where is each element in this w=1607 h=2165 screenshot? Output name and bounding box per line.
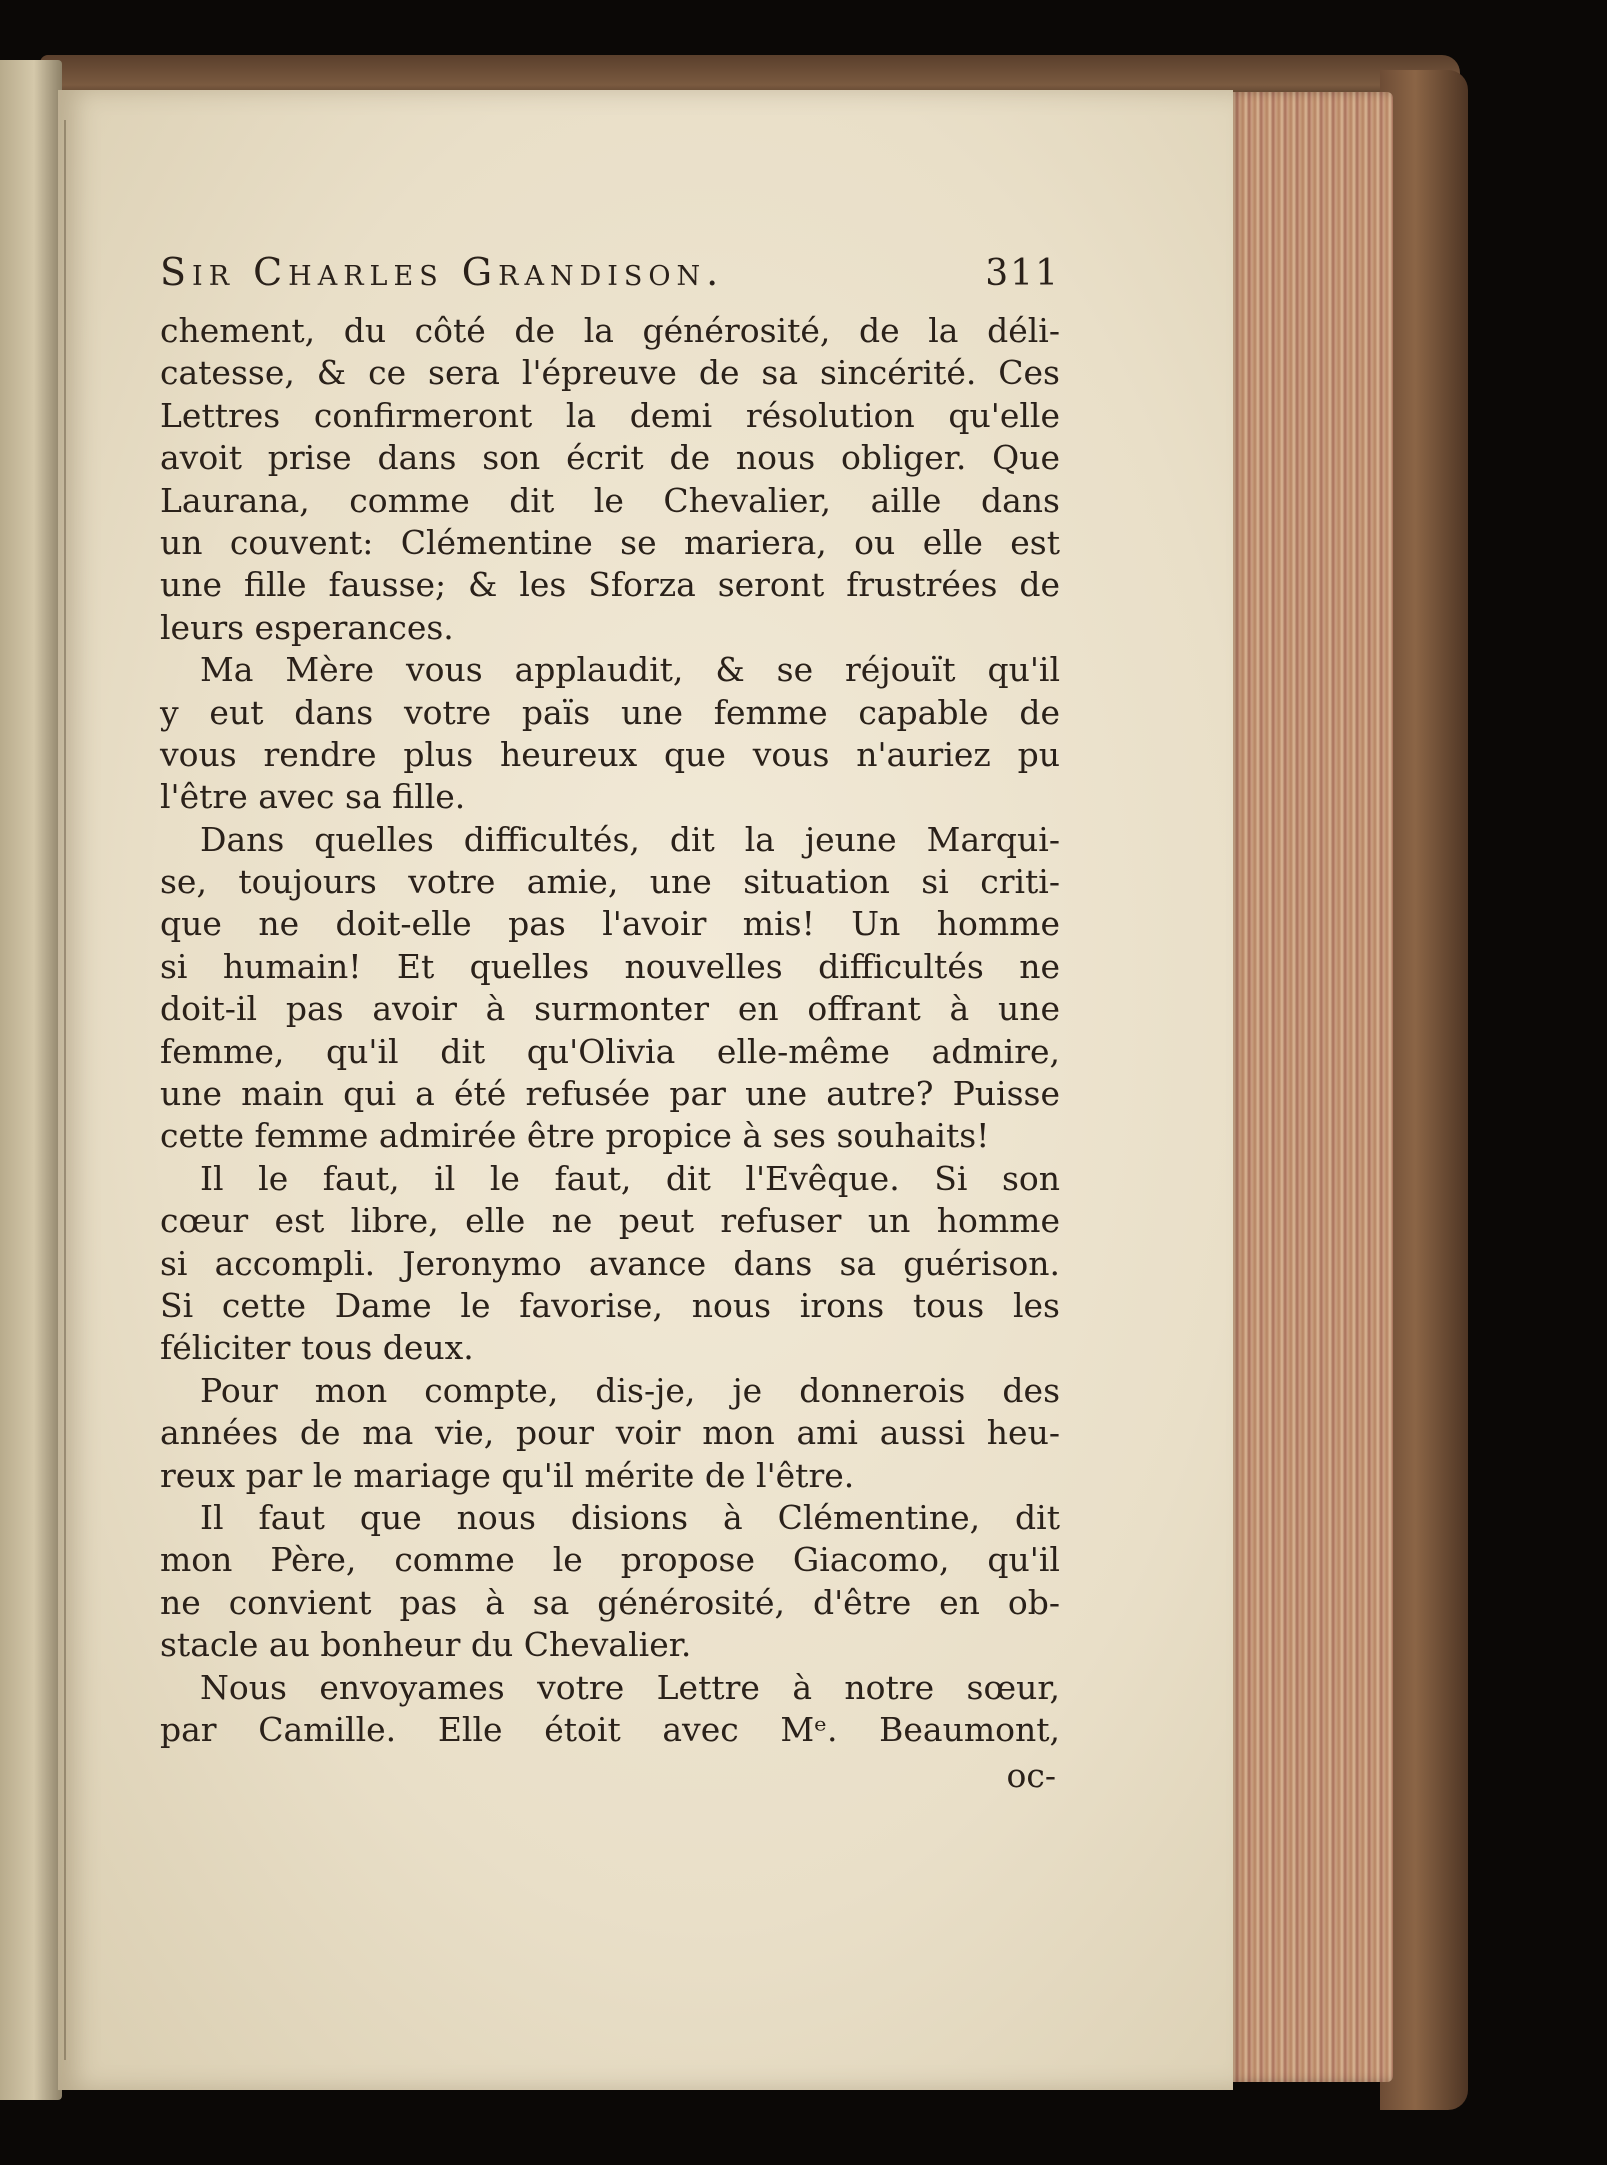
text-line: Il faut que nous disions à Clémentine, dit: [200, 1497, 1060, 1537]
text-line: Laurana, comme dit le Chevalier, aille dans: [160, 480, 1060, 520]
text-line: catesse, & ce sera l'épreuve de sa sincérité. Ces: [160, 353, 1060, 393]
text-line: avoit prise dans son écrit de nous obliger. Que: [160, 438, 1060, 478]
text-line: Dans quelles difficultés, dit la jeune Marqui-: [200, 819, 1060, 859]
text-line: Pour mon compte, dis-je, je donnerois des: [200, 1370, 1060, 1410]
text-line: reux par le mariage qu'il mérite de l'être.: [160, 1455, 855, 1495]
page-fore-edges: [1228, 92, 1393, 2082]
gutter-shadow: [64, 120, 66, 2060]
text-line: un couvent: Clémentine se mariera, ou elle est: [160, 522, 1060, 562]
text-line: années de ma vie, pour voir mon ami aussi heu-: [160, 1413, 1060, 1453]
text-line: féliciter tous deux.: [160, 1328, 474, 1368]
text-line: Si cette Dame le favorise, nous irons tous les: [160, 1285, 1060, 1325]
text-line: si accompli. Jeronymo avance dans sa guérison.: [160, 1243, 1060, 1283]
catchword: oc-: [1006, 1756, 1056, 1796]
running-head-title: Sir Charles Grandison.: [160, 250, 725, 294]
text-line: une main qui a été refusée par une autre? Puisse: [160, 1074, 1060, 1114]
text-line: chement, du côté de la générosité, de la déli-: [160, 311, 1060, 350]
book-page: [58, 90, 1233, 2090]
text-line: y eut dans votre païs une femme capable de: [160, 692, 1060, 732]
running-head: [160, 250, 1060, 302]
text-line: femme, qu'il dit qu'Olivia elle-même admire,: [160, 1031, 1060, 1071]
body-text: [160, 310, 1060, 1751]
text-line: Lettres confirmeront la demi résolution qu'elle: [160, 395, 1060, 435]
text-line: Il le faut, il le faut, dit l'Evêque. Si son: [200, 1158, 1060, 1198]
text-line: l'être avec sa fille.: [160, 777, 466, 817]
text-line: stacle au bonheur du Chevalier.: [160, 1625, 692, 1665]
text-line: par Camille. Elle étoit avec Mᵉ. Beaumont,: [160, 1709, 1060, 1749]
text-line: Nous envoyames votre Lettre à notre sœur,: [200, 1667, 1060, 1707]
text-line: si humain! Et quelles nouvelles difficultés ne: [160, 946, 1060, 986]
text-line: mon Père, comme le propose Giacomo, qu'il: [160, 1540, 1060, 1580]
book-cover-right: [1380, 70, 1468, 2110]
text-line: cette femme admirée être propice à ses souhaits!: [160, 1116, 990, 1156]
text-line: vous rendre plus heureux que vous n'auriez pu: [160, 734, 1060, 774]
page-text-block: [160, 250, 1060, 1797]
text-line: se, toujours votre amie, une situation si criti-: [160, 862, 1060, 902]
text-line: que ne doit-elle pas l'avoir mis! Un homme: [160, 904, 1060, 944]
text-line: une fille fausse; & les Sforza seront frustrées de: [160, 565, 1060, 605]
page-number: 311: [985, 253, 1060, 294]
text-line: cœur est libre, elle ne peut refuser un homme: [160, 1201, 1060, 1241]
text-line: Ma Mère vous applaudit, & se réjouït qu'il: [200, 650, 1060, 690]
text-line: doit-il pas avoir à surmonter en offrant à une: [160, 989, 1060, 1029]
text-line: ne convient pas à sa générosité, d'être en ob-: [160, 1582, 1060, 1622]
facing-page-edge: [0, 60, 62, 2100]
text-line: leurs esperances.: [160, 607, 454, 647]
